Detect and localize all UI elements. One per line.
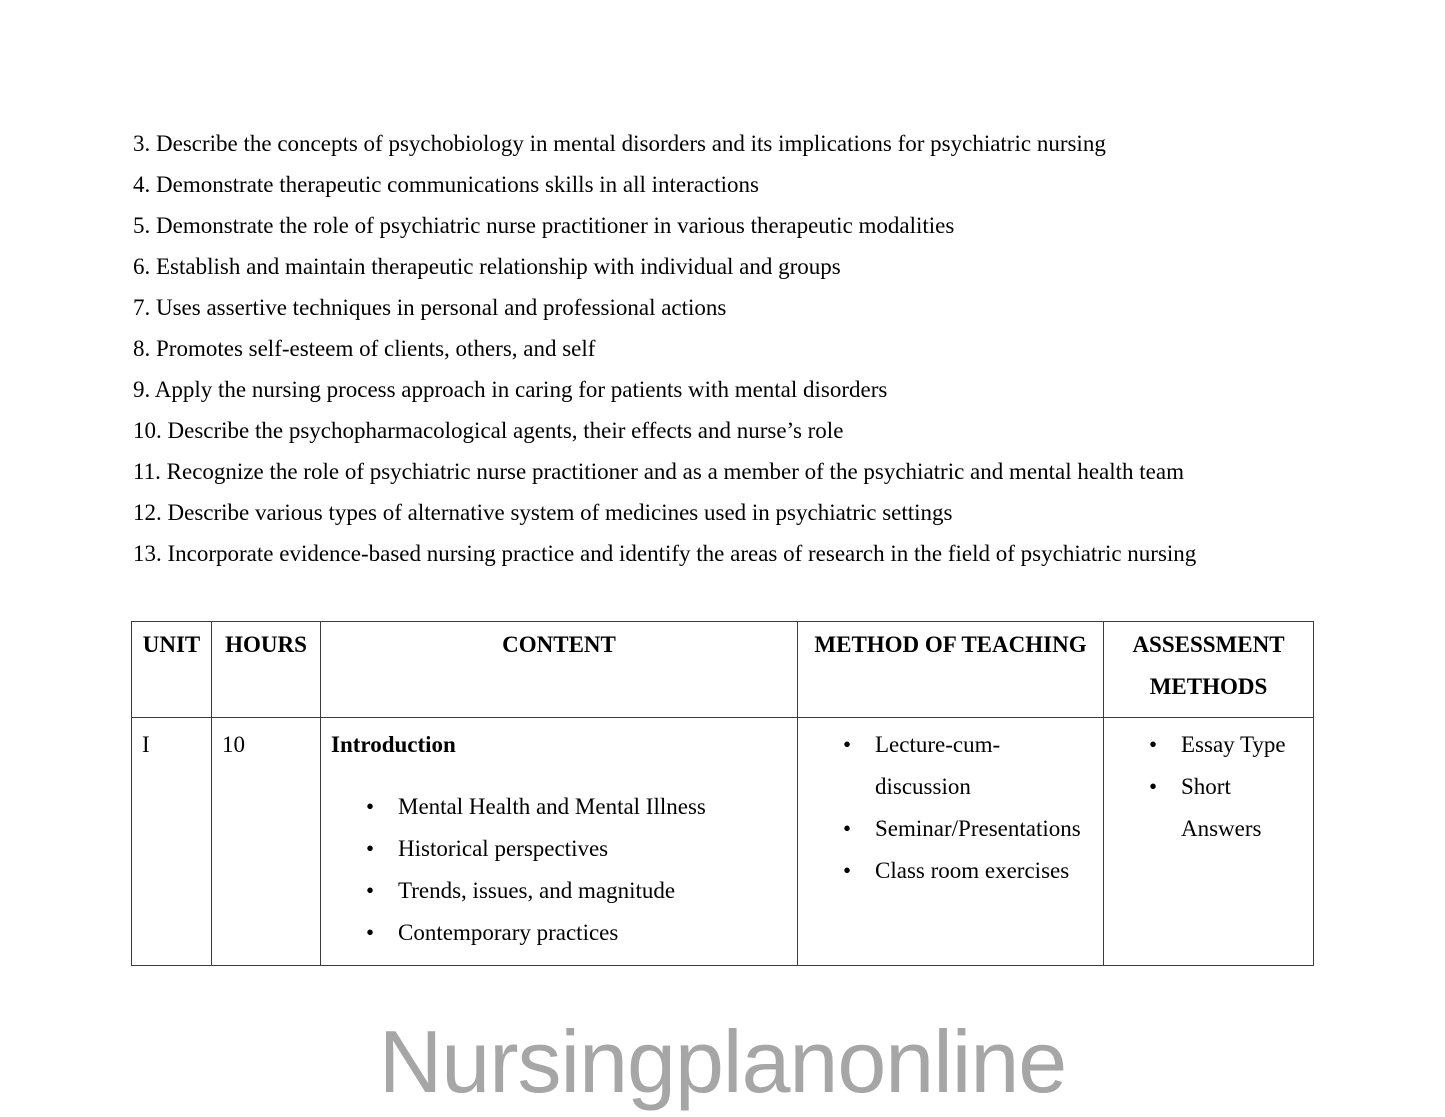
content-bullet-item: • Contemporary practices [331,912,791,954]
objective-item: 5. Demonstrate the role of psychiatric nurse practitioner in various therapeutic modalities [133,213,955,238]
objective-item: 13. Incorporate evidence-based nursing practice and identify the areas of research in the field of psychiatric nursing [133,541,1197,566]
header-content: CONTENT [321,622,798,718]
cell-content [321,718,798,966]
assessment-method-item: • Essay Type [1114,724,1296,766]
table-row [132,718,1314,966]
cell-unit: I [132,718,212,966]
teaching-method-item: • Lecture-cum-discussion [808,724,1087,808]
header-hours: HOURS [212,622,321,718]
objective-item: 11. Recognize the role of psychiatric nurse practitioner and as a member of the psychiatric and mental health team [133,459,1184,484]
watermark: Nursingplanonline [378,1012,1067,1111]
header-unit: UNIT [132,622,212,718]
objective-item: 9. Apply the nursing process approach in caring for patients with mental disorders [133,377,888,402]
objective-item: 3. Describe the concepts of psychobiology in mental disorders and its implications for psychiatric nursing [133,131,1106,156]
header-method-of-teaching: METHOD OF TEACHING [798,622,1104,718]
content-bullet-item: • Trends, issues, and magnitude [331,870,791,912]
objective-item: 7. Uses assertive techniques in personal and professional actions [133,295,727,320]
content-title: Introduction [331,732,456,757]
cell-hours: 10 [212,718,321,966]
content-bullet-item: • Mental Health and Mental Illness [331,786,791,828]
content-bullet-item: • Historical perspectives [331,828,791,870]
teaching-method-bullet-list [808,724,1097,892]
teaching-method-item: • Seminar/Presentations [808,808,1087,850]
assessment-method-bullet-list [1114,724,1307,850]
cell-assessment-methods [1104,718,1314,966]
objective-item: 8. Promotes self-esteem of clients, others, and self [133,336,596,361]
objective-item: 6. Establish and maintain therapeutic relationship with individual and groups [133,254,841,279]
cell-teaching-methods [798,718,1104,966]
header-assessment-methods: ASSESSMENT METHODS [1104,622,1314,718]
content-bullet-list [331,786,791,954]
assessment-method-item: • Short Answers [1114,766,1296,850]
objective-item: 12. Describe various types of alternative system of medicines used in psychiatric settings [133,500,953,525]
table-header-row [132,622,1314,718]
objectives-list [133,123,1318,574]
objective-item: 4. Demonstrate therapeutic communications skills in all interactions [133,172,759,197]
objective-item: 10. Describe the psychopharmacological agents, their effects and nurse’s role [133,418,844,443]
teaching-method-item: • Class room exercises [808,850,1087,892]
course-plan-table [131,621,1314,966]
